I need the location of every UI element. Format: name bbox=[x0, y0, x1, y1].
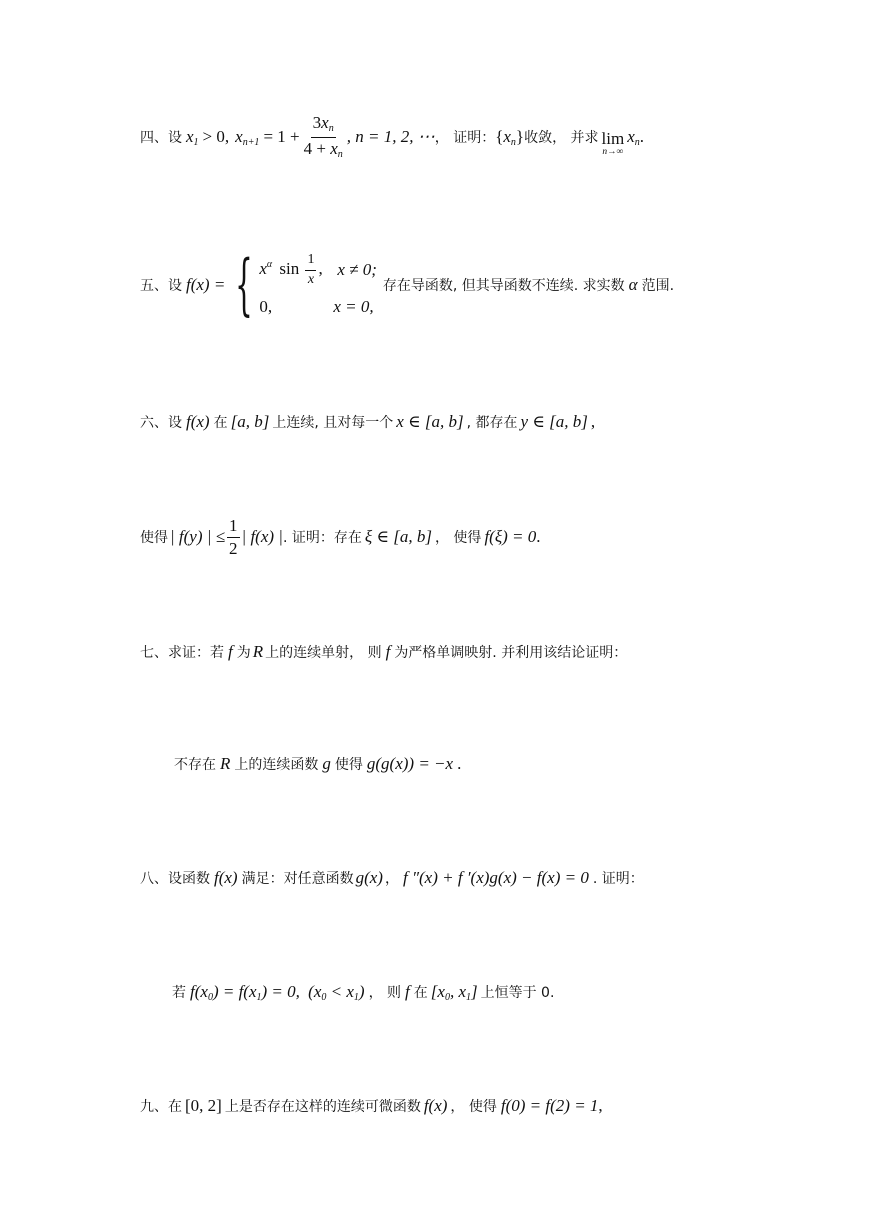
problem-5-text: 存在导函数, 但其导函数不连续. 求实数 bbox=[382, 278, 625, 294]
such-that-3: 使得 bbox=[334, 757, 363, 773]
index-range: , n = 1, 2, ⋯ bbox=[346, 127, 435, 146]
period: . bbox=[536, 527, 541, 546]
fx: f(x) bbox=[186, 412, 210, 431]
one-half: $\frac{1}{2}$ bbox=[229, 515, 238, 558]
problem-8 bbox=[140, 866, 644, 890]
fx-3: f(x) bbox=[423, 1096, 448, 1115]
if-text: 若 bbox=[172, 985, 186, 1001]
piecewise-cases bbox=[227, 246, 377, 323]
comma-9: , bbox=[598, 1096, 603, 1115]
problem-7 bbox=[140, 640, 627, 664]
boundary-values-eq: f(0) = f(2) = 1 bbox=[500, 1096, 599, 1115]
problem-5-label: 五、设 bbox=[140, 278, 182, 294]
xi-in-interval: ξ ∈ [a, b] bbox=[364, 527, 432, 546]
f-symbol-2: f bbox=[385, 642, 391, 661]
function-def: f(x) = bbox=[186, 275, 226, 294]
x-n-plus-1: $x_{n+1}$ bbox=[235, 126, 260, 148]
problem-8-label: 八、设函数 bbox=[140, 871, 210, 887]
such-that-2: ， 使得 bbox=[434, 530, 482, 546]
any-function-text: 满足：对任意函数 bbox=[241, 871, 354, 887]
conclusion-eq: f(ξ) = 0 bbox=[484, 527, 537, 546]
y-in-interval: y ∈ [a, b] bbox=[520, 412, 588, 431]
prove-exists-text: . 证明：存在 bbox=[282, 530, 362, 546]
limit-expression: lim n→∞ bbox=[601, 129, 625, 157]
inequality-right: | f(x) | bbox=[241, 527, 283, 546]
end-period: . bbox=[639, 127, 645, 146]
problem-9 bbox=[140, 1094, 603, 1118]
identically-zero-text: 上恒等于 0. bbox=[480, 985, 555, 1001]
wei-text: 为 bbox=[236, 645, 251, 661]
problem-6 bbox=[140, 410, 595, 434]
condition-x1: > 0, bbox=[202, 127, 230, 146]
x1-var: $x_1$ bbox=[186, 126, 199, 148]
then-text: ， 则 bbox=[368, 985, 402, 1001]
f-symbol: f bbox=[228, 642, 233, 661]
R-symbol-3: R bbox=[220, 754, 231, 773]
zai-text: 在 bbox=[413, 985, 428, 1001]
ode-eq: f ″(x) + f ′(x)g(x) − f(x) = 0 bbox=[402, 868, 589, 887]
such-that-text: 使得 bbox=[140, 530, 168, 546]
monotone-text: 为严格单调映射. 并利用该结论证明： bbox=[394, 645, 628, 661]
interval-02: [0, 2] bbox=[185, 1096, 222, 1115]
sequence: $\{x_n\}$ bbox=[495, 126, 525, 148]
continuous-function-text: 上的连续函数 bbox=[234, 757, 319, 773]
fx-2: f(x) bbox=[214, 868, 238, 887]
left-brace: { bbox=[235, 246, 254, 323]
inequality-left: | f(y) | ≤ bbox=[170, 527, 226, 546]
prove-text: ， 证明： bbox=[434, 130, 496, 146]
f-symbol-3: f bbox=[405, 982, 410, 1001]
g-symbol: g bbox=[322, 754, 331, 773]
comma-2: ， bbox=[384, 871, 399, 887]
case-row-2: 0, x = 0, bbox=[259, 297, 374, 317]
problem-6-label: 六、设 bbox=[140, 415, 182, 431]
x-in-interval: x ∈ [a, b] bbox=[396, 412, 464, 431]
boundary-eq: $f(x_0) = f(x_1) = 0$, $(x_0 < x_1)$ bbox=[190, 981, 365, 1003]
alpha-symbol: α bbox=[628, 275, 638, 294]
gx: g(x) bbox=[355, 868, 383, 887]
problem-5-tail: 范围. bbox=[641, 278, 675, 294]
converge-text: 收敛， 并求 bbox=[524, 130, 599, 146]
problem-7-label: 七、求证：若 bbox=[140, 645, 224, 661]
such-that-9: ， 使得 bbox=[450, 1099, 497, 1115]
interval-x0-x1: [$x_0$, $x_1$] bbox=[430, 981, 478, 1003]
injective-text: 上的连续单射， 则 bbox=[265, 645, 382, 661]
composition-eq: g(g(x)) = −x bbox=[366, 754, 454, 773]
case-row-1: $x^\alpha$ sin $\frac{1}{x}$ , x ≠ 0; bbox=[259, 251, 377, 287]
problem-4-label: 四、设 bbox=[140, 130, 182, 146]
problem-6-cont bbox=[140, 515, 540, 559]
not-exist-text: 不存在 bbox=[174, 757, 216, 773]
recurrence-eq: = 1 + bbox=[263, 127, 300, 146]
exists-function-text: 上是否存在这样的连续可微函数 bbox=[224, 1099, 421, 1115]
comma: , bbox=[590, 412, 596, 431]
R-symbol: R bbox=[252, 642, 264, 661]
period-2: . bbox=[457, 754, 462, 773]
problem-5 bbox=[140, 246, 675, 323]
exists-text: , 都存在 bbox=[466, 415, 518, 431]
continuity-text: 上连续, 且对每一个 bbox=[272, 415, 394, 431]
recurrence-fraction: $\frac{3x_n}{4 + x_n}$ bbox=[303, 113, 343, 160]
problem-8-cont bbox=[172, 980, 554, 1004]
interval-ab: [a, b] bbox=[230, 412, 270, 431]
problem-7-cont bbox=[174, 752, 461, 776]
limit-var: $x_n$ bbox=[627, 126, 640, 148]
problem-9-label: 九、在 bbox=[140, 1099, 182, 1115]
problem-4 bbox=[140, 112, 644, 162]
prove-text-8: . 证明： bbox=[592, 871, 644, 887]
in-text: 在 bbox=[213, 415, 228, 431]
